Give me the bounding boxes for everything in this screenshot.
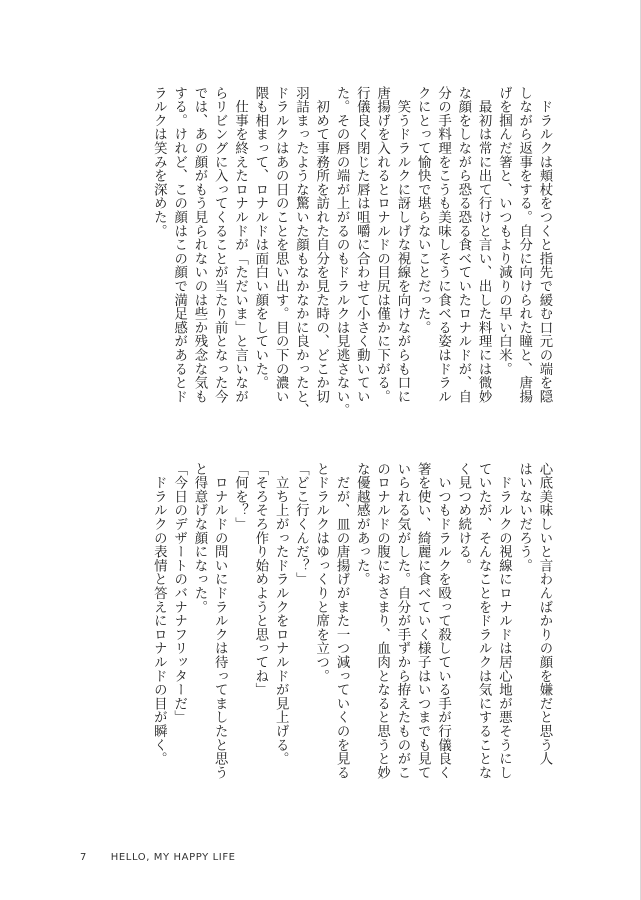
- text-line: 「そろそろ作り始めようと思ってね」: [252, 462, 268, 697]
- text-line: らリビングに入ってくることが当たり前となった今: [212, 86, 228, 404]
- text-line: な顔をしながら恐る恐る食べていたロナルドが、自: [455, 86, 471, 404]
- text-line: しながら返事をする。自分に向けられた瞳と、唐揚: [516, 86, 532, 404]
- text-line: と得意げな顔になった。: [191, 462, 207, 614]
- text-line: な優越感があった。: [354, 462, 370, 587]
- text-line: ドラルクの視線にロナルドは居心地が悪そうにし: [496, 462, 512, 780]
- text-line: 箸を使い、綺麗に食べていく様子はいつまでも見て: [415, 462, 431, 780]
- text-block-lower: [148, 462, 554, 802]
- text-line: 立ち上がったドラルクをロナルドが見上げる。: [273, 462, 289, 766]
- text-line: 分の手料理をこうも美味しそうに食べる姿はドラル: [435, 86, 451, 404]
- text-block-upper: [148, 86, 554, 451]
- text-line: いられる気がした。自分が手ずから拵えたものがこ: [394, 462, 410, 780]
- text-line: 仕事を終えたロナルドが「ただいま」と言いなが: [232, 86, 248, 404]
- text-line: 初めて事務所を訪れた自分を見た時の、どこか切: [313, 86, 329, 404]
- text-line: ラルクは笑みを深めた。: [151, 86, 167, 238]
- text-line: 「今日のデザートのバナナフリッターだ」: [171, 462, 187, 725]
- text-line: する。けれど、この顔はこの顔で満足感があるとド: [171, 86, 187, 404]
- text-line: げを掴んだ箸と、いつもより減りの早い白米。: [496, 86, 512, 376]
- page-footer: [80, 852, 236, 863]
- text-line: ドラルクは頬杖をつくと指先で緩む口元の端を隠: [537, 86, 552, 404]
- text-line: 行儀良く閉じた唇は咀嚼に合わせて小さく動いてい: [354, 86, 370, 404]
- text-line: 最初は常に出て行けと言い、出した料理には微妙: [476, 86, 492, 404]
- text-line: ロナルドの問いにドラルクは待ってましたと思う: [212, 462, 228, 780]
- text-line: く見つめ続ける。: [455, 462, 471, 573]
- text-line: では、あの顔がもう見られないのは些か残念な気も: [191, 86, 207, 404]
- text-line: 笑うドラルクに訝しげな視線を向けながらも口に: [394, 86, 410, 404]
- text-line: いつもドラルクを殴って殺している手が行儀良く: [435, 462, 451, 780]
- text-line: 羽詰まったような驚いた顔もなかなかに良かったと、: [293, 86, 309, 418]
- running-title: HELLO, MY HAPPY LIFE: [110, 852, 236, 863]
- text-line: た。その唇の端が上がるのもドラルクは見逃さない。: [334, 86, 350, 418]
- text-line: だが、皿の唐揚げがまた一つ減っていくのを見る: [334, 462, 350, 780]
- text-line: 心底美味しいと言わんばかりの顔を嫌だと思う人: [537, 462, 552, 766]
- text-line: のロナルドの腹におさまり、血肉となると思うと妙: [374, 462, 390, 780]
- text-line: 隈も相まって、ロナルドは面白い顔をしていた。: [252, 86, 268, 390]
- text-line: とドラルクはゆっくりと席を立つ。: [313, 462, 329, 683]
- text-line: ドラルクはあの日のことを思い出す。目の下の濃い: [273, 86, 289, 404]
- page-number: 7: [80, 852, 87, 863]
- text-line: ドラルクの表情と答えにロナルドの目が瞬く。: [151, 462, 167, 766]
- text-line: クにとって愉快で堪らないことだった。: [415, 86, 431, 335]
- text-line: 「どこ行くんだ？」: [293, 462, 309, 587]
- text-line: 唐揚げを入れるとロナルドの目尻は僅かに下がる。: [374, 86, 390, 404]
- text-line: 「何を？」: [232, 462, 248, 531]
- text-line: はいないだろう。: [516, 462, 532, 573]
- text-line: ていたが、そんなことをドラルクは気にすることな: [476, 462, 492, 780]
